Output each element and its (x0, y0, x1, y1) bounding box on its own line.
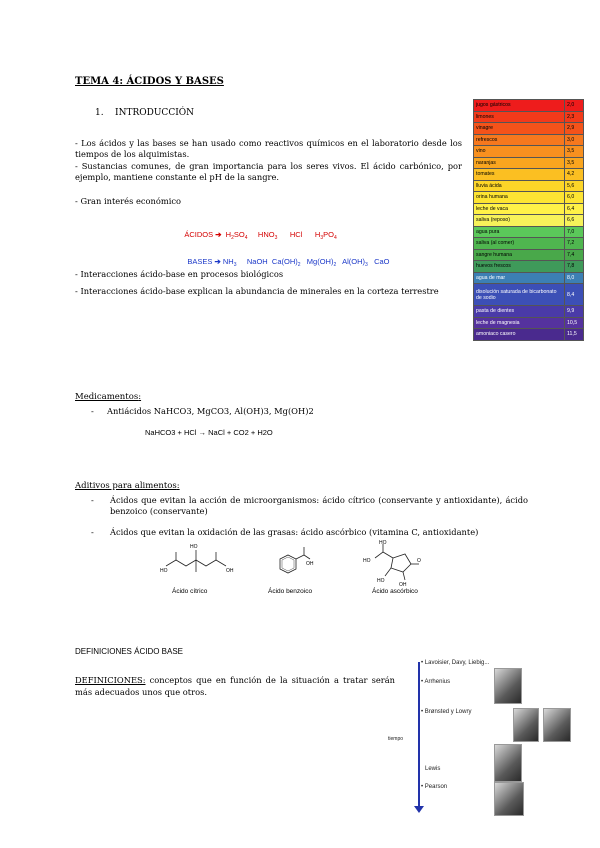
timeline-item: • Arrhenius (421, 679, 451, 685)
ph-substance: amoniaco casero (474, 329, 565, 341)
ph-table-row (474, 146, 584, 158)
ph-value: 7,0 (565, 226, 584, 238)
ph-table-row (474, 215, 584, 227)
lowry-portrait (543, 708, 571, 742)
ph-substance: naranjas (474, 157, 565, 169)
ascorbic-acid-structure-icon (355, 540, 435, 586)
ph-table-row (474, 284, 584, 306)
svg-text:OH: OH (226, 568, 234, 574)
reaction-text: NaHCO3 + HCl → NaCl + CO2 + H2O (145, 428, 273, 437)
ph-substance: limones (474, 111, 565, 123)
section-heading-introduccion (95, 108, 194, 118)
section-title: INTRODUCCIÓN (115, 108, 195, 118)
ph-table-row (474, 272, 584, 284)
acid-formula: HCl (289, 230, 303, 239)
ph-value: 2,3 (565, 111, 584, 123)
ph-substance: disolución saturada de bicarbonato de sodio (474, 284, 565, 306)
ph-table-row (474, 203, 584, 215)
bullet-dash: - (91, 406, 94, 416)
timeline-axis (418, 662, 420, 810)
ph-substance: saliva (al comer) (474, 238, 565, 250)
ph-value: 9,9 (565, 306, 584, 318)
pearson-portrait (494, 782, 524, 816)
bases-formula-line: BASES ➔ $NH_3$ NaOH $Ca(OH)_2$ $Mg(OH)_2$ $Al(OH)_3$ CaO (187, 257, 390, 268)
ph-value: 7,4 (565, 249, 584, 261)
acid-formula: $HNO_3$ (257, 230, 278, 241)
ph-table-row (474, 169, 584, 181)
intro-paragraph-1: - Los ácidos y las bases se han usado como reactivos químicos en el laboratorio desde los tiempos de los alquimistas. (75, 138, 462, 160)
ph-value: 11,5 (565, 329, 584, 341)
ph-value: 6,4 (565, 203, 584, 215)
ph-table-row (474, 249, 584, 261)
ph-substance: lluvia ácida (474, 180, 565, 192)
ph-value: 6,6 (565, 215, 584, 227)
ph-value: 2,0 (565, 100, 584, 112)
acids-formula-line: ÁCIDOS ➔ $H_2SO_4$ $HNO_3$ HCl $H_3PO_4$ (184, 230, 337, 241)
svg-text:HO: HO (190, 544, 198, 550)
aditivos-item-1: Ácidos que evitan la acción de microorganismos: ácido cítrico (conservante y antioxidante), ácido benzoico (conservante) (110, 495, 528, 517)
timeline-axis-label: tiempo (388, 736, 404, 742)
ph-substance: agua pura (474, 226, 565, 238)
ph-substance: leche de magnesia (474, 317, 565, 329)
definiciones-body: conceptos que en función de la situación a tratar serán más adecuados unos que otros. (75, 675, 395, 697)
section-number: 1. (95, 108, 104, 118)
timeline-item: • Brønsted y Lowry (421, 709, 472, 715)
ph-value: 8,4 (565, 284, 584, 306)
medicamentos-item (91, 406, 314, 417)
medicamentos-heading: Medicamentos: (75, 392, 142, 402)
ph-substance: pasta de dientes (474, 306, 565, 318)
ph-table-row (474, 134, 584, 146)
ph-table-row (474, 238, 584, 250)
bronsted-portrait (513, 708, 539, 742)
intro-paragraph-3: - Gran interés económico (75, 196, 182, 206)
lewis-portrait (494, 744, 522, 782)
acid-formula: $H_2SO_4$ (225, 230, 248, 241)
ph-table-row (474, 111, 584, 123)
ph-table-row (474, 157, 584, 169)
ph-table-row (474, 226, 584, 238)
aditivos-heading: Aditivos para alimentos: (75, 481, 180, 491)
ph-substance: tomates (474, 169, 565, 181)
base-formula: $Mg(OH)_2$ (306, 257, 337, 268)
timeline-arrow-icon (414, 806, 424, 813)
ph-table-row (474, 180, 584, 192)
ph-value: 3,5 (565, 146, 584, 158)
timeline-item: • Lavoisier, Davy, Liebig... (421, 660, 490, 666)
ph-value: 3,5 (565, 157, 584, 169)
ph-table-row (474, 261, 584, 273)
intro-paragraph-4: - Interacciones ácido-base en procesos biológicos (75, 269, 284, 279)
citric-acid-structure-icon (160, 540, 240, 584)
molecule-label: Ácido ascórbico (372, 588, 418, 595)
ph-table-row (474, 317, 584, 329)
ph-table-row (474, 192, 584, 204)
svg-text:HO: HO (377, 578, 385, 584)
base-formula: $Al(OH)_3$ (342, 257, 368, 268)
ph-substance: jugos gástricos (474, 100, 565, 112)
ph-substance: vino (474, 146, 565, 158)
definiciones-heading: DEFINICIONES ÁCIDO BASE (75, 647, 184, 656)
svg-text:HO: HO (363, 558, 371, 564)
aditivos-dash-2: - (91, 527, 94, 537)
bases-label: BASES (187, 257, 213, 266)
benzoic-acid-structure-icon (268, 545, 318, 583)
svg-text:OH: OH (306, 561, 314, 567)
neutralization-reaction (145, 428, 273, 437)
definiciones-label: DEFINICIONES: (75, 675, 146, 685)
ph-substance: agua de mar (474, 272, 565, 284)
ph-value: 3,0 (565, 134, 584, 146)
base-formula: NaOH (246, 257, 268, 266)
base-formula: $NH_3$ (222, 257, 237, 268)
page-title: TEMA 4: ÁCIDOS Y BASES (75, 76, 224, 87)
svg-text:OH: OH (399, 582, 407, 586)
arrhenius-portrait (494, 668, 522, 704)
ph-substance: sangre humana (474, 249, 565, 261)
ph-value: 7,8 (565, 261, 584, 273)
ph-substance: orina humana (474, 192, 565, 204)
ph-table-row (474, 329, 584, 341)
ph-value: 7,2 (565, 238, 584, 250)
base-formula: CaO (374, 257, 390, 266)
intro-paragraph-5: - Interacciones ácido-base explican la abundancia de minerales en la corteza terrestre (75, 286, 439, 296)
ph-substance: leche de vaca (474, 203, 565, 215)
ph-value: 4,2 (565, 169, 584, 181)
aditivos-item-2: Ácidos que evitan la oxidación de las grasas: ácido ascórbico (vitamina C, antioxidante) (110, 527, 479, 537)
ph-value: 10,5 (565, 317, 584, 329)
aditivos-dash-1: - (91, 495, 94, 505)
ph-value: 2,9 (565, 123, 584, 135)
timeline-item: • Pearson (421, 784, 448, 790)
ph-table-row (474, 123, 584, 135)
svg-text:HO: HO (160, 568, 168, 574)
ph-value: 5,6 (565, 180, 584, 192)
acids-label: ÁCIDOS (184, 230, 214, 239)
molecule-label: Ácido cítrico (172, 588, 208, 595)
acid-formula: $H_3PO_4$ (314, 230, 337, 241)
intro-paragraph-2: - Sustancias comunes, de gran importancia para los seres vivos. El ácido carbónico, por ejemplo, mantiene constante el pH de la sangre. (75, 161, 462, 183)
ph-table-row (474, 306, 584, 318)
ph-substance: saliva (reposo) (474, 215, 565, 227)
timeline-item: Lewis (425, 766, 441, 772)
ph-table (473, 99, 584, 341)
molecule-label: Ácido benzoico (268, 588, 313, 595)
ph-value: 6,0 (565, 192, 584, 204)
definiciones-text (75, 674, 395, 698)
ph-value: 8,0 (565, 272, 584, 284)
ph-substance: refrescos (474, 134, 565, 146)
svg-text:HO: HO (379, 540, 387, 546)
antiacidos-text: Antiácidos NaHCO3, MgCO3, Al(OH)3, Mg(OH)2 (107, 406, 314, 416)
base-formula: $Ca(OH)_2$ (271, 257, 301, 268)
svg-text:O: O (417, 558, 421, 564)
ph-substance: vinagre (474, 123, 565, 135)
ph-substance: huevos frescos (474, 261, 565, 273)
ph-table-row (474, 100, 584, 112)
